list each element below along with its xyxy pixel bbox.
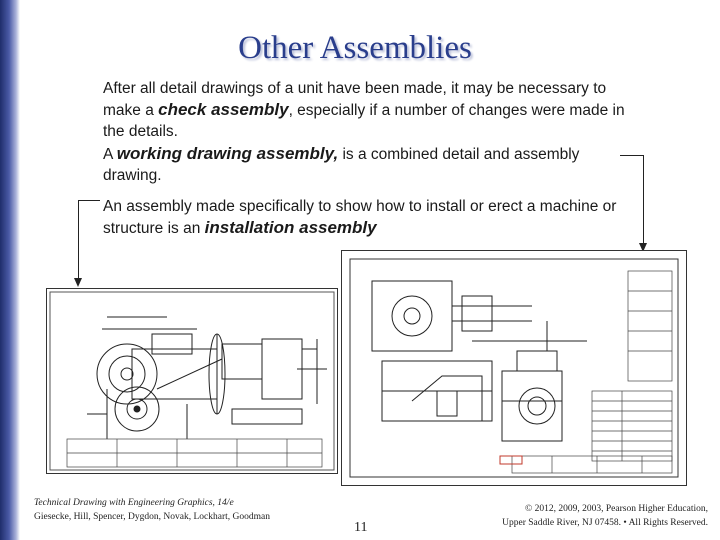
term-check-assembly: check assembly	[158, 100, 289, 119]
working-drawing-assembly-drawing	[341, 250, 687, 486]
working-assembly-sketch	[342, 251, 686, 485]
arrow-down-icon	[74, 278, 82, 287]
footer-authors: Giesecke, Hill, Spencer, Dygdon, Novak, Lockhart, Goodman	[34, 512, 271, 522]
copyright-line-2: Upper Saddle River, NJ 07458. • All Rights Reserved.	[502, 518, 708, 528]
connector-line-left-vertical	[78, 200, 79, 280]
slide-title: Other Assemblies	[238, 30, 472, 66]
side-decoration-band	[0, 0, 20, 540]
footer-book-citation	[34, 496, 284, 524]
footer-copyright	[468, 502, 708, 530]
term-installation-assembly: installation assembly	[204, 218, 377, 237]
connector-line-right-vertical	[643, 155, 644, 245]
page-number: 11	[354, 520, 368, 535]
installation-assembly-sketch	[47, 289, 337, 473]
paragraph-installation-assembly: An assembly made specifically to show how to install or erect a machine or structure is an installation assembly	[103, 198, 617, 237]
installation-assembly-drawing	[46, 288, 338, 474]
copyright-line-1: © 2012, 2009, 2003, Pearson Higher Education,	[525, 504, 708, 514]
term-working-drawing-assembly: working drawing assembly,	[116, 144, 339, 163]
connector-line-right-horizontal	[620, 155, 644, 156]
paragraph-check-assembly: After all detail drawings of a unit have been made, it may be necessary to make a check assembly, especially if a number of changes were made in the details.	[103, 80, 625, 140]
footer-book-title: Technical Drawing with Engineering Graphics, 14/e	[34, 498, 234, 508]
paragraph-working-drawing-assembly: A working drawing assembly, is a combined detail and assembly drawing.	[103, 144, 580, 184]
connector-line-left-horizontal	[78, 200, 100, 201]
